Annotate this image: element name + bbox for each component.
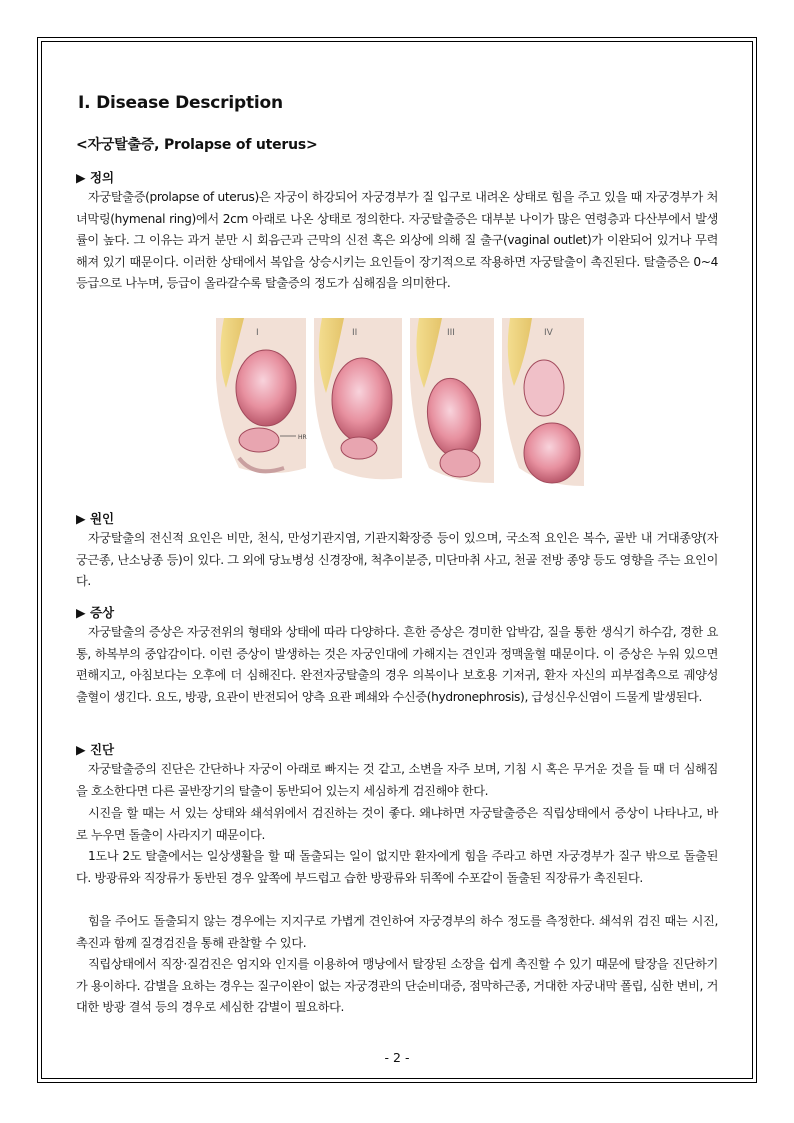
stage-2-label: II: [352, 328, 358, 338]
stage-4-label: IV: [544, 328, 553, 338]
stage-1-label: I: [256, 328, 259, 338]
diagnosis-paragraph-4: 힘을 주어도 돌출되지 않는 경우에는 지지구로 가볍게 견인하여 자궁경부의 하수 정도를 측정한다. 쇄석위 검진 때는 시진, 촉진과 함께 질경검진을 통해 관찰할 수 있다.: [76, 914, 718, 950]
stage-3-label: III: [447, 328, 455, 338]
diagnosis-paragraph-1: 자궁탈출증의 진단은 간단하나 자궁이 아래로 빠지는 것 같고, 소변을 자주 보며, 기침 시 혹은 무거운 것을 들 때 더 심해짐을 호소한다면 다른 골반장기의 탈출이 동반되어 있는지 세심하게 검진해야 한다.: [76, 762, 718, 798]
stage-4-panel: [502, 318, 584, 486]
heading-diagnosis: ▶ 진단: [76, 742, 115, 757]
stage-2-panel: [314, 318, 402, 479]
heading-cause: ▶ 원인: [76, 511, 115, 526]
section-subtitle: <자궁탈출증, Prolapse of uterus>: [76, 137, 318, 153]
definition-paragraph: 자궁탈출증(prolapse of uterus)은 자궁이 하강되어 자궁경부가 질 입구로 내려온 상태로 힘을 주고 있을 때 자궁경부가 처녀막링(hymenal ring)에서 2cm 아래로 나온 상태로 정의한다. 자궁탈출증은 대부분 나이가 많은 연령층과 다산부에서 발생률이 높다. 그 이유는 과거 분만 시 회음근과 근막의 신전 혹은 외상에 의해 질 출구(vaginal outlet)가 이완되어 있거나 무력해져 있기 때문이다. 이러한 상태에서 복압을 상승시키는 요인들이 장기적으로 작용하면 자궁탈출이 촉진된다. 탈출증은 0~4등급으로 나누며, 등급이 올라갈수록 탈출증의 정도가 심해짐을 의미한다.: [76, 190, 718, 291]
stage-1-panel: [216, 318, 307, 473]
page-number: - 2 -: [384, 1050, 410, 1065]
hr-label: HR: [298, 434, 307, 441]
prolapse-stages-illustration: [214, 318, 584, 488]
diagnosis-paragraph-3: 1도나 2도 탈출에서는 일상생활을 할 때 돌출되는 일이 없지만 환자에게 힘을 주라고 하면 자궁경부가 질구 밖으로 돌출된다. 방광류와 직장류가 동반된 경우 앞쪽에 부드럽고 습한 방광류와 뒤쪽에 수포같이 돌출된 직장류가 촉진된다.: [76, 849, 718, 885]
symptoms-paragraph: 자궁탈출의 증상은 자궁전위의 형태와 상태에 따라 다양하다. 흔한 증상은 경미한 압박감, 질을 통한 생식기 하수감, 경한 요통, 하복부의 중압감이다. 이런 증상이 발생하는 것은 자궁인대에 가해지는 견인과 정맥울혈 때문이다. 이 증상은 누워 있으면 편해지고, 아침보다는 오후에 더 심해진다. 완전자궁탈출의 경우 의복이나 보호용 기저귀, 환자 자신의 피부접촉으로 궤양성 출혈이 생긴다. 요도, 방광, 요관이 반전되어 양측 요관 폐쇄와 수신증(hydronephrosis), 급성신우신염이 드물게 발생된다.: [76, 625, 718, 704]
diagnosis-paragraph-5: 직립상태에서 직장·질검진은 엄지와 인지를 이용하여 맹낭에서 탈장된 소장을 쉽게 촉진할 수 있기 때문에 탈장을 진단하기가 용이하다. 감별을 요하는 경우는 질구이완이 없는 자궁경관의 단순비대증, 점막하근종, 거대한 자궁내막 폴립, 심한 변비, 거대한 방광 결석 등의 경우로 세심한 감별이 필요하다.: [76, 957, 718, 1015]
heading-definition: ▶ 정의: [76, 170, 115, 185]
stage-3-panel: [410, 318, 494, 483]
heading-symptoms: ▶ 증상: [76, 605, 115, 620]
cause-paragraph: 자궁탈출의 전신적 요인은 비만, 천식, 만성기관지염, 기관지확장증 등이 있으며, 국소적 요인은 복수, 골반 내 거대종양(자궁근종, 난소낭종 등)이 있다. 그 외에 당뇨병성 신경장애, 척추이분증, 미단마취 사고, 천골 전방 종양 등도 영향을 주는 요인이다.: [76, 531, 718, 589]
chapter-title: Ⅰ. Disease Description: [78, 93, 283, 113]
diagnosis-paragraph-2: 시진을 할 때는 서 있는 상태와 쇄석위에서 검진하는 것이 좋다. 왜냐하면 자궁탈출증은 직립상태에서 증상이 나타나고, 바로 누우면 돌출이 사라지기 때문이다.: [76, 806, 718, 842]
